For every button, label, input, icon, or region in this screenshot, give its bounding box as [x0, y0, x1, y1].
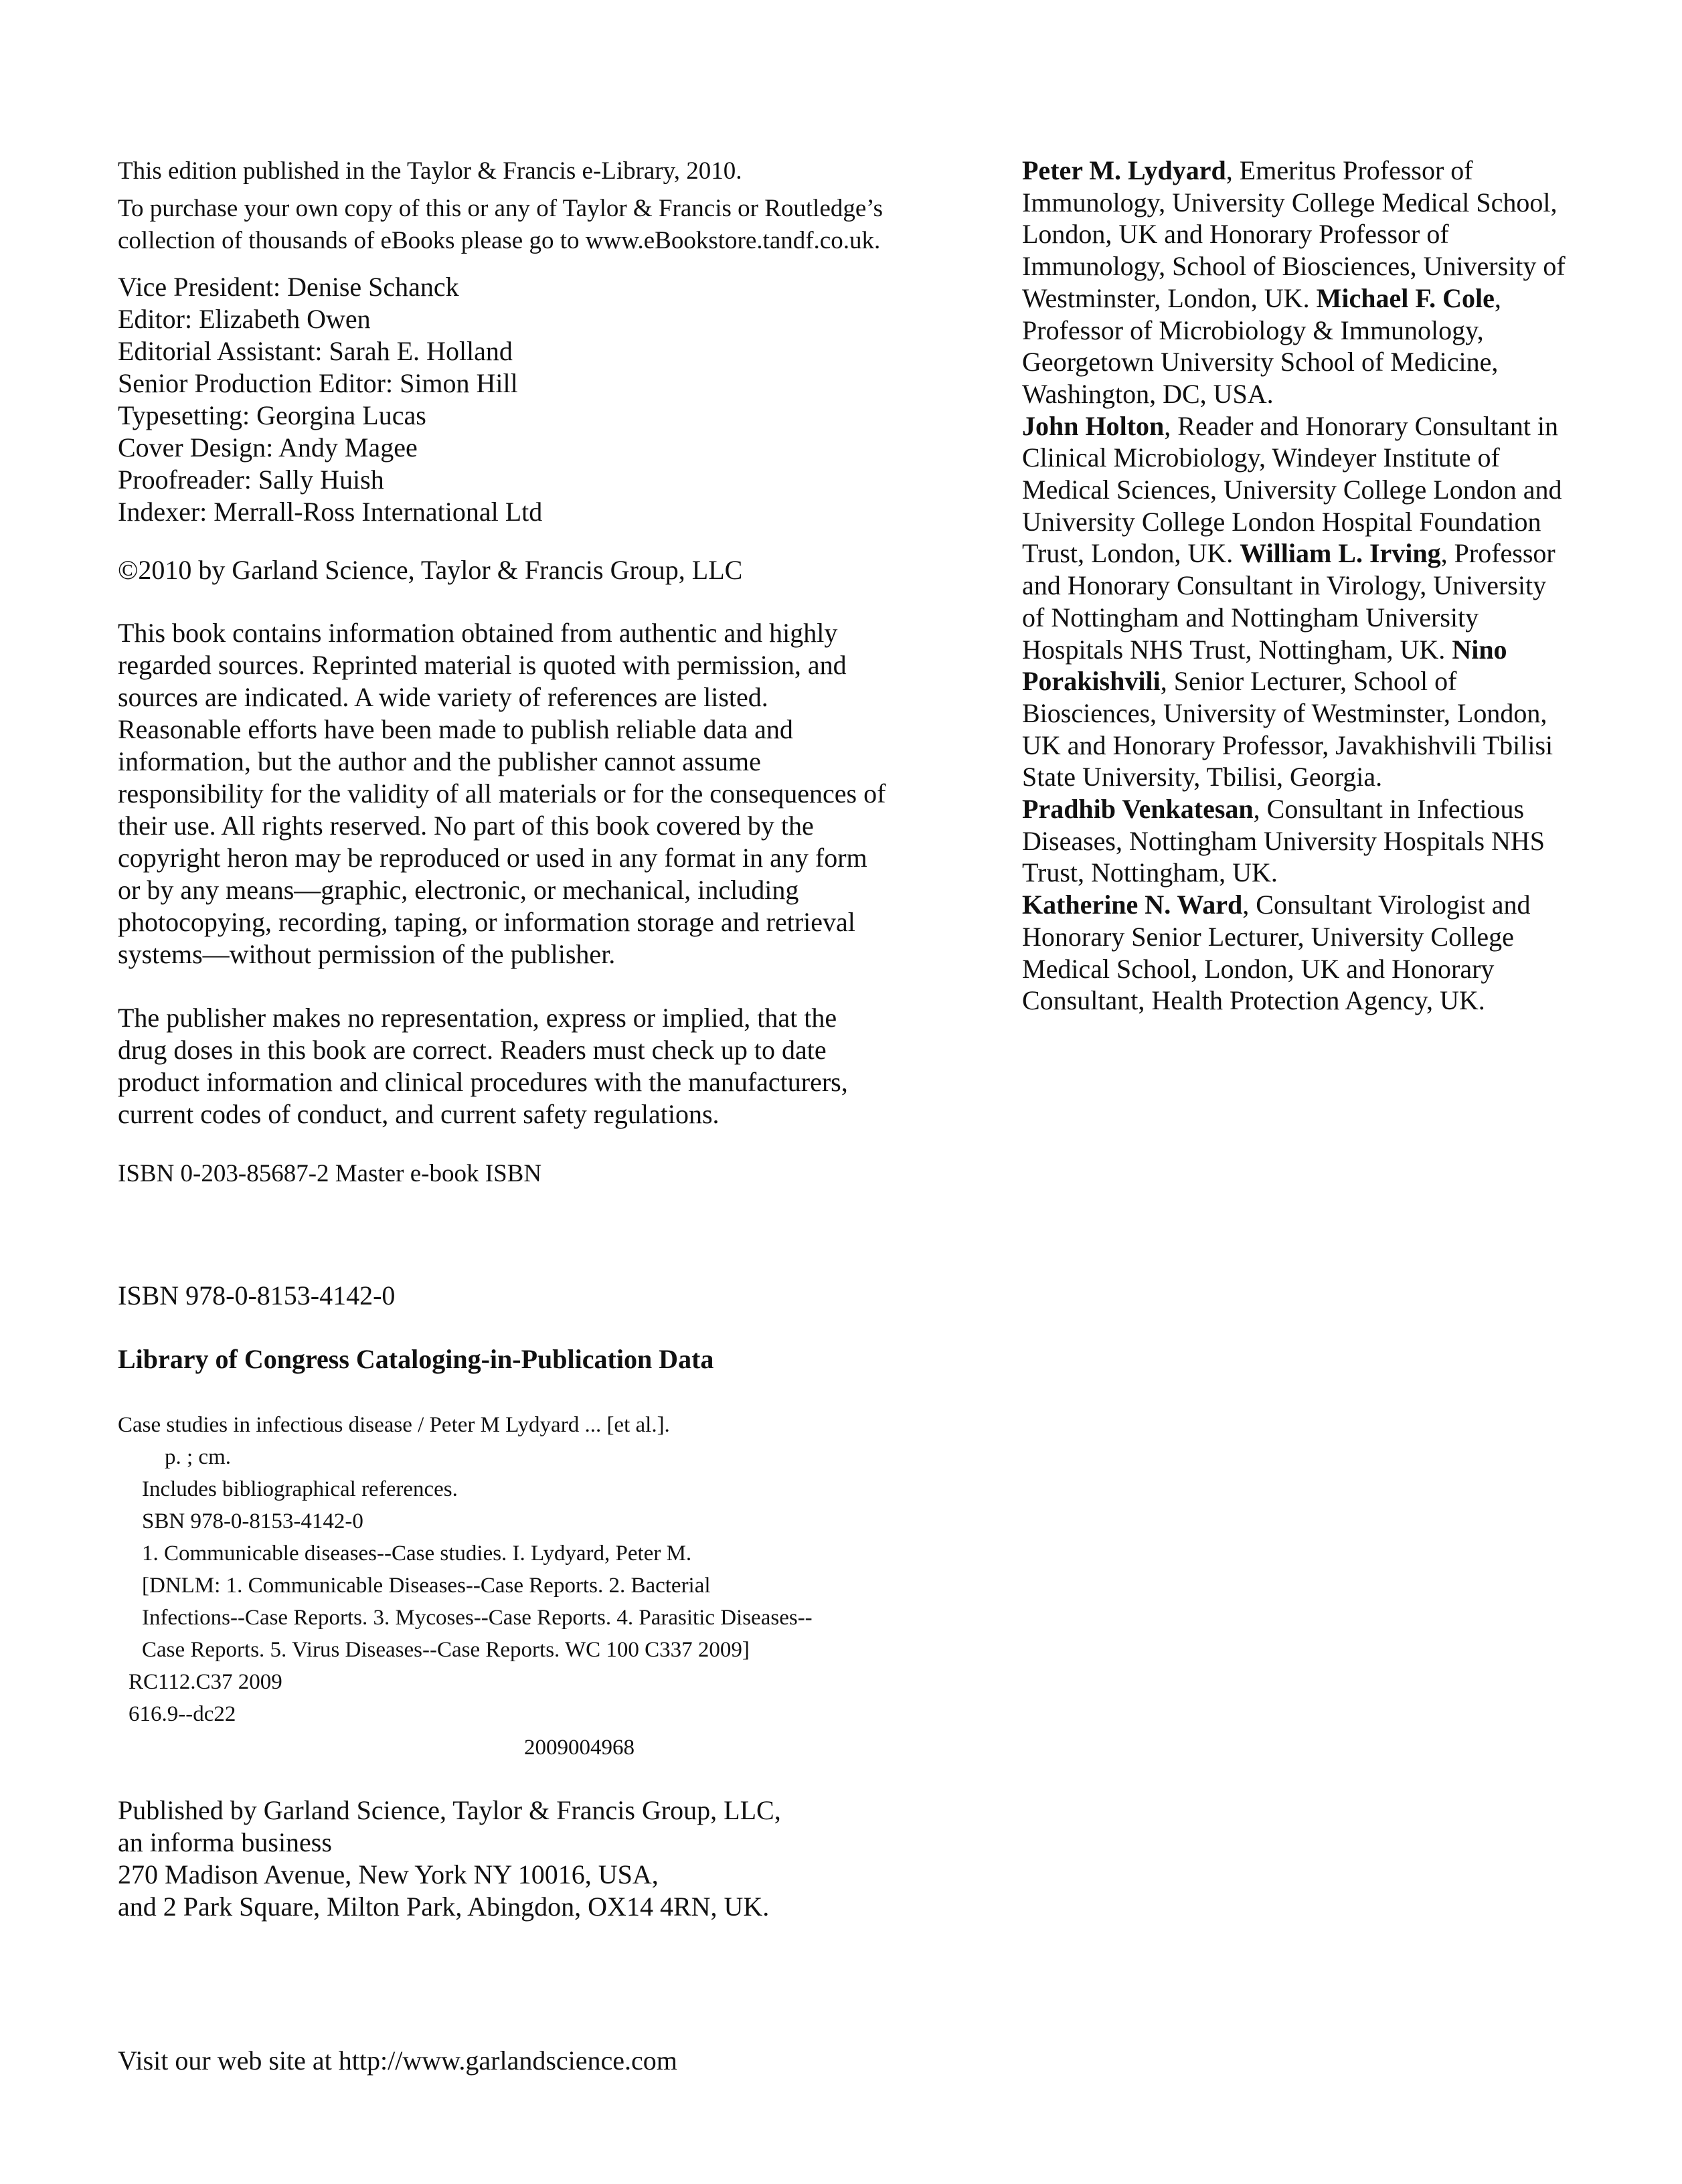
author-details: , Consultant Virologist and Honorary Senior Lecturer, University College Medical School, London, UK and Honorary Consultant, Health Protection Agency, UK. — [1022, 890, 1531, 1016]
cip-record — [118, 1409, 988, 1730]
disclaimer-line: Reasonable efforts have been made to publish reliable data and — [118, 714, 793, 744]
copyright-notice: ©2010 by Garland Science, Taylor & Francis Group, LLC — [118, 555, 743, 585]
cip-isbn-line: SBN 978-0-8153-4142-0 — [142, 1509, 363, 1533]
credit-line: Cover Design: Andy Magee — [118, 432, 418, 463]
production-credits — [118, 271, 975, 528]
credit-line: Indexer: Merrall-Ross International Ltd — [118, 497, 543, 527]
author-name: Nino Porakishvili — [1022, 634, 1507, 697]
cip-dnlm-line: Case Reports. 5. Virus Diseases--Case Reports. WC 100 C337 2009] — [142, 1638, 750, 1662]
drug-doses-disclaimer — [118, 1002, 954, 1130]
author-name: Katherine N. Ward — [1022, 890, 1243, 920]
disclaimer-line: their use. All rights reserved. No part of this book covered by the — [118, 811, 814, 841]
cip-heading: Library of Congress Cataloging-in-Publication Data — [118, 1344, 714, 1374]
author-name: William L. Irving — [1240, 538, 1441, 569]
purchase-note — [118, 193, 975, 257]
disclaimer-line: copyright heron may be reproduced or used in any format in any form — [118, 843, 867, 873]
cip-subject-line: 1. Communicable diseases--Case studies. I. Lydyard, Peter M. — [142, 1541, 692, 1566]
credit-line: Editor: Elizabeth Owen — [118, 304, 371, 334]
disclaimer-line: photocopying, recording, taping, or information storage and retrieval — [118, 907, 855, 937]
author-name: John Holton — [1022, 410, 1165, 441]
purchase-line: collection of thousands of eBooks please go to www.eBookstore.tandf.co.uk. — [118, 227, 881, 254]
disclaimer-line: or by any means—graphic, electronic, or mechanical, including — [118, 875, 799, 905]
cip-title-line: Case studies in infectious disease / Peter M Lydyard ... [et al.]. — [118, 1413, 670, 1437]
author-biographies — [1022, 155, 1571, 1017]
cip-dnlm-line: Infections--Case Reports. 3. Mycoses--Case Reports. 4. Parasitic Diseases-- — [142, 1606, 813, 1630]
cip-pages-line: p. ; cm. — [165, 1445, 231, 1469]
disclaimer-line: sources are indicated. A wide variety of references are listed. — [118, 682, 768, 712]
author-details: , Professor of Microbiology & Immunology, Georgetown University School of Medicine, Washington, DC, USA. — [1022, 282, 1501, 409]
doses-line: current codes of conduct, and current safety regulations. — [118, 1099, 720, 1129]
publisher-line: Published by Garland Science, Taylor & Francis Group, LLC, — [118, 1795, 781, 1825]
author-details: , Emeritus Professor of Immunology, University College Medical School, London, UK and Honorary Professor of Immunology, School of Biosciences, University of Westminster, London, UK. — [1022, 155, 1566, 313]
disclaimer-line: This book contains information obtained from authentic and highly — [118, 618, 838, 648]
credit-line: Senior Production Editor: Simon Hill — [118, 368, 518, 398]
author-details: , Senior Lecturer, School of Biosciences, University of Westminster, London, UK and Honorary Professor, Javakhishvili Tbilisi State University, Tbilisi, Georgia. — [1022, 666, 1553, 792]
edition-note: This edition published in the Taylor & Francis e-Library, 2010. — [118, 157, 742, 185]
author-details: , Consultant in Infectious Diseases, Nottingham University Hospitals NHS Trust, Nottingham, UK. — [1022, 794, 1545, 888]
publisher-address — [118, 1794, 975, 1923]
cip-dnlm-line: [DNLM: 1. Communicable Diseases--Case Reports. 2. Bacterial — [142, 1574, 711, 1598]
lccn-number: 2009004968 — [524, 1736, 635, 1760]
doses-line: drug doses in this book are correct. Readers must check up to date — [118, 1035, 827, 1065]
author-name: Peter M. Lydyard — [1022, 155, 1226, 185]
cip-class-line: RC112.C37 2009 — [129, 1670, 282, 1694]
cip-class-line: 616.9--dc22 — [129, 1702, 236, 1726]
author-details: , Reader and Honorary Consultant in Clinical Microbiology, Windeyer Institute of Medical Sciences, University College London and University College London Hospital Foundation Trust, London, UK. — [1022, 410, 1562, 569]
publisher-line: 270 Madison Avenue, New York NY 10016, USA, — [118, 1859, 659, 1889]
disclaimer-line: information, but the author and the publisher cannot assume — [118, 746, 761, 776]
author-name: Pradhib Venkatesan — [1022, 794, 1254, 825]
credit-line: Proofreader: Sally Huish — [118, 465, 384, 495]
cip-refs-line: Includes bibliographical references. — [142, 1477, 458, 1501]
credit-line: Typesetting: Georgina Lucas — [118, 400, 426, 430]
author-name: Michael F. Cole — [1316, 282, 1495, 313]
disclaimer-line: responsibility for the validity of all materials or for the consequences of — [118, 778, 886, 809]
author-details: , Professor and Honorary Consultant in Virology, University of Nottingham and Nottingham University Hospitals NHS Trust, Nottingham, UK. — [1022, 538, 1555, 665]
disclaimer-line: regarded sources. Reprinted material is quoted with permission, and — [118, 650, 847, 680]
ebook-isbn: ISBN 0-203-85687-2 Master e-book ISBN — [118, 1160, 542, 1187]
doses-line: The publisher makes no representation, express or implied, that the — [118, 1003, 837, 1033]
doses-line: product information and clinical procedures with the manufacturers, — [118, 1067, 848, 1097]
credit-line: Editorial Assistant: Sarah E. Holland — [118, 336, 513, 366]
disclaimer-line: systems—without permission of the publisher. — [118, 939, 616, 969]
publisher-line: an informa business — [118, 1827, 332, 1857]
website-note: Visit our web site at http://www.garlandscience.com — [118, 2045, 677, 2076]
rights-disclaimer — [118, 617, 954, 971]
publisher-line: and 2 Park Square, Milton Park, Abingdon, OX14 4RN, UK. — [118, 1892, 770, 1922]
purchase-line: To purchase your own copy of this or any of Taylor & Francis or Routledge’s — [118, 195, 883, 222]
credit-line: Vice President: Denise Schanck — [118, 272, 459, 302]
print-isbn: ISBN 978-0-8153-4142-0 — [118, 1280, 396, 1311]
